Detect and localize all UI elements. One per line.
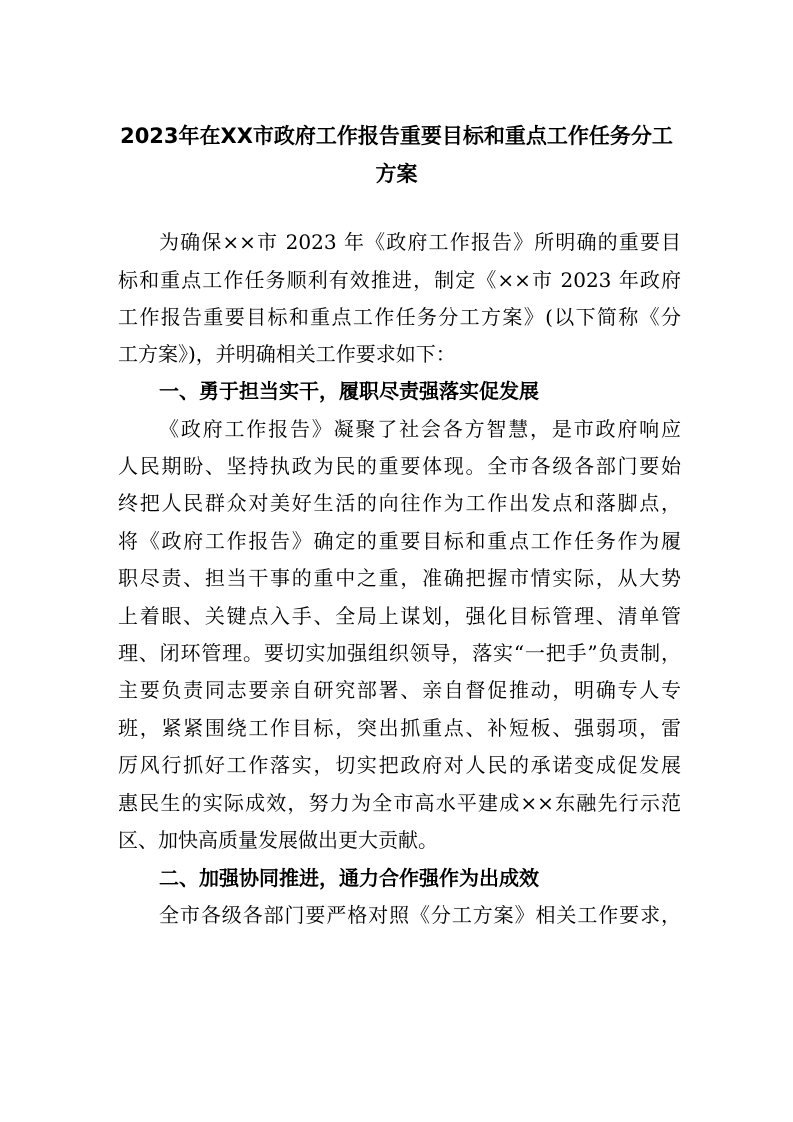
intro-paragraph-line: 标和重点工作任务顺利有效推进，制定《××市 2023 年政府 <box>118 268 681 292</box>
section-1-paragraph-line: 理、闭环管理。要切实加强组织领导，落实“一把手”负责制， <box>118 641 681 665</box>
document-title: 2023年在XX市政府工作报告重要目标和重点工作任务分工 <box>120 124 673 148</box>
section-1-paragraph-line: 将《政府工作报告》确定的重要目标和重点工作任务作为履 <box>118 529 681 553</box>
section-1-paragraph-line: 主要负责同志要亲自研究部署、亲自督促推动，明确专人专 <box>118 678 681 702</box>
section-1-paragraph-line: 班，紧紧围绕工作目标，突出抓重点、补短板、强弱项，雷 <box>118 716 681 740</box>
intro-paragraph-line: 为确保××市 2023 年《政府工作报告》所明确的重要目 <box>159 230 681 254</box>
section-1-paragraph-line: 惠民生的实际成效，努力为全市高水平建成××东融先行示范 <box>118 791 681 815</box>
section-1-paragraph-line: 厉风行抓好工作落实，切实把政府对人民的承诺变成促发展 <box>118 753 681 777</box>
section-1-paragraph-line: 区、加快高质量发展做出更大贡献。 <box>118 828 438 852</box>
section-2-heading: 二、加强协同推进，通力合作强作为出成效 <box>159 866 539 890</box>
section-1-paragraph-line: 人民期盼、坚持执政为民的重要体现。全市各级各部门要始 <box>118 454 681 478</box>
intro-paragraph-line: 工作报告重要目标和重点工作任务分工方案》(以下简称《分 <box>118 305 681 329</box>
section-1-paragraph-line: 《政府工作报告》凝聚了社会各方智慧，是市政府响应 <box>159 417 681 441</box>
section-1-paragraph-line: 终把人民群众对美好生活的向往作为工作出发点和落脚点， <box>118 491 681 515</box>
section-1-heading: 一、勇于担当实干，履职尽责强落实促发展 <box>159 379 539 403</box>
intro-paragraph-line: 工方案》)，并明确相关工作要求如下： <box>118 342 456 366</box>
section-1-paragraph-line: 上着眼、关键点入手、全局上谋划，强化目标管理、清单管 <box>118 604 681 628</box>
section-2-paragraph-line: 全市各级各部门要严格对照《分工方案》相关工作要求， <box>159 903 681 927</box>
section-1-paragraph-line: 职尽责、担当干事的重中之重，准确把握市情实际，从大势 <box>118 566 681 590</box>
document-title-continued: 方案 <box>375 162 418 186</box>
